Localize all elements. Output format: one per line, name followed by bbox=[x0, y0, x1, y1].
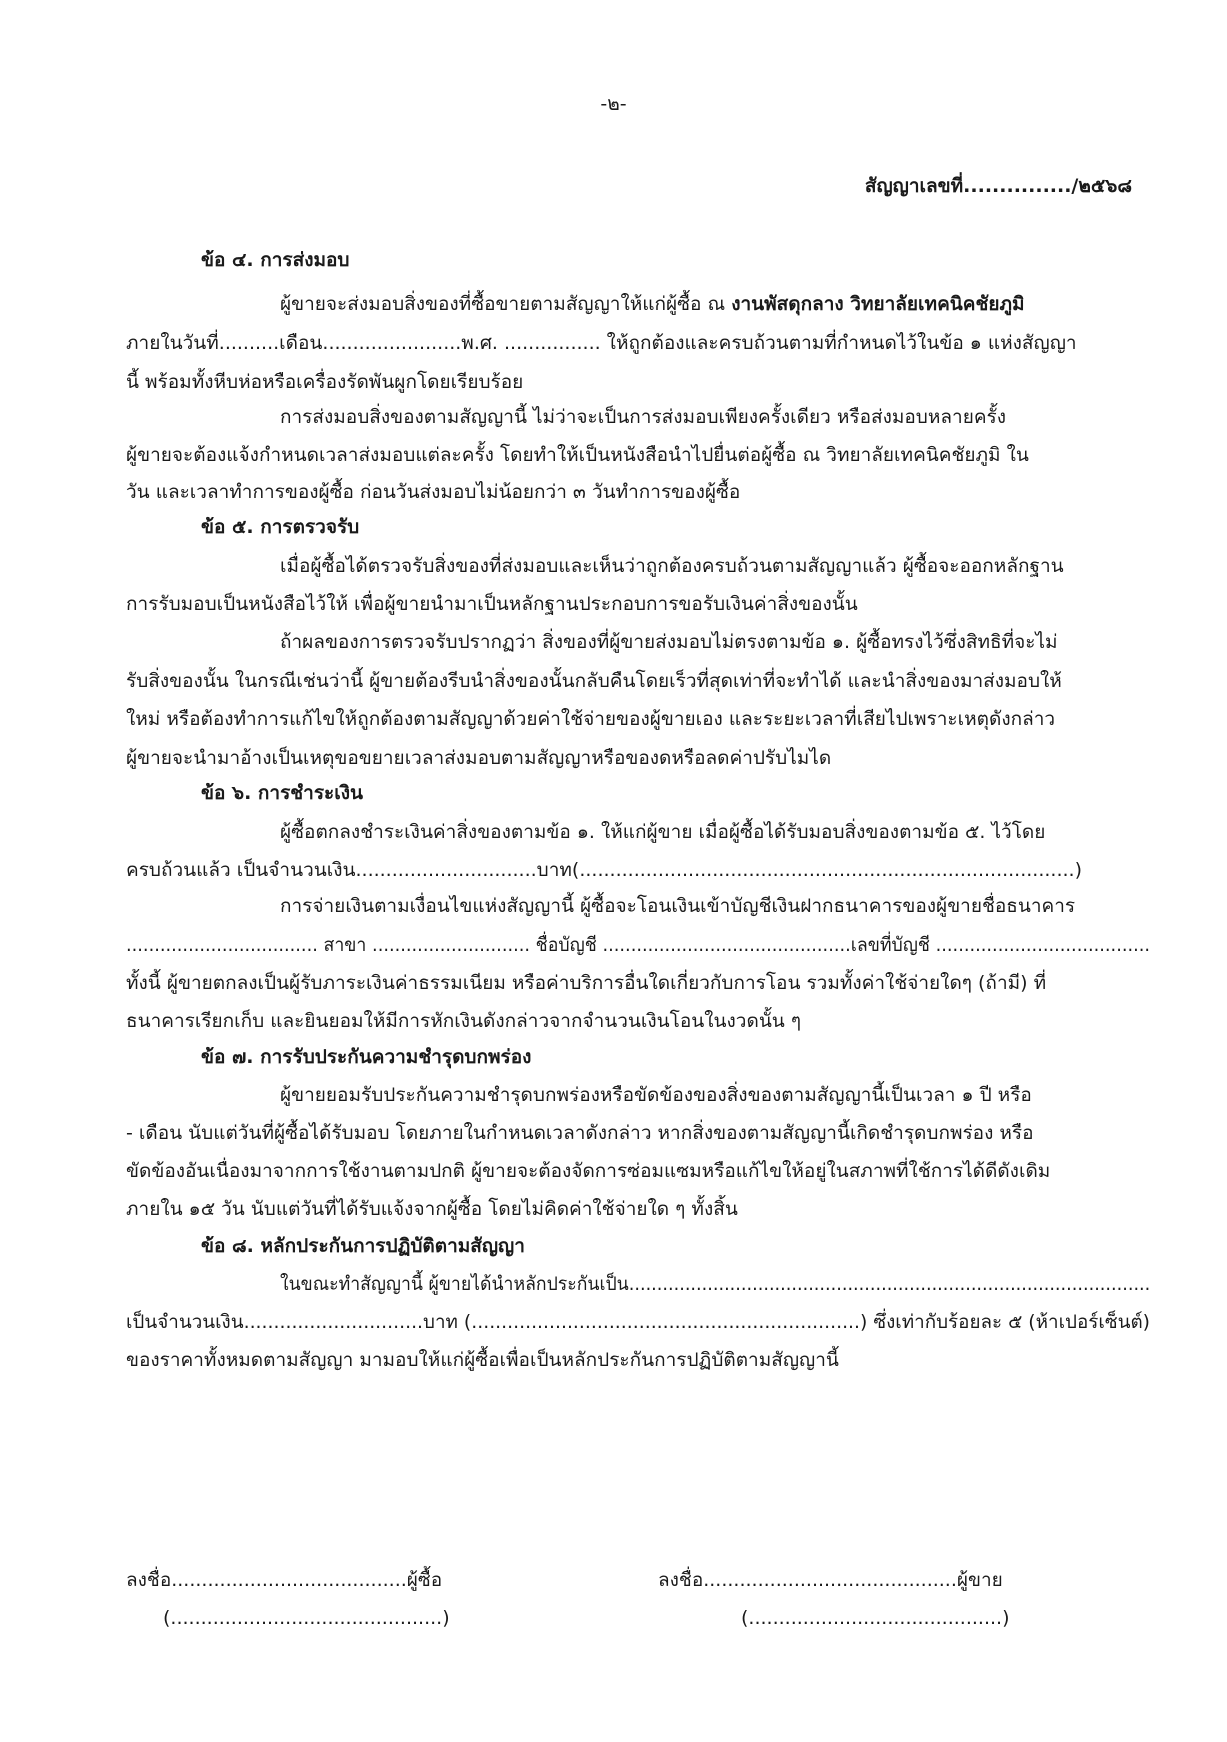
section6-paragraph-line: การจ่ายเงินตามเงื่อนไขแห่งสัญญานี้ ผู้ซื้อจะโอนเงินเข้าบัญชีเงินฝากธนาคารของผู้ขายชื่อธนาคาร bbox=[280, 895, 1076, 917]
section7-paragraph-line: ภายใน ๑๕ วัน นับแต่วันที่ได้รับแจ้งจากผู้ซื้อ โดยไม่คิดค่าใช้จ่ายใด ๆ ทั้งสิ้น bbox=[126, 1198, 738, 1220]
seller-signature-line: ลงชื่อ..........................................ผู้ขาย bbox=[658, 1569, 1003, 1591]
buyer-name-line: (.............................................) bbox=[163, 1607, 450, 1629]
section5-heading: ข้อ ๕. การตรวจรับ bbox=[201, 516, 360, 538]
section6-paragraph-line: ทั้งนี้ ผู้ขายตกลงเป็นผู้รับภาระเงินค่าธรรมเนียม หรือค่าบริการอื่นใดเกี่ยวกับการโอน รวมทั้งค่าใช้จ่ายใดๆ (ถ้ามี) ที่ bbox=[126, 972, 1047, 994]
section7-paragraph-line: ผู้ขายยอมรับประกันความชำรุดบกพร่องหรือขัดข้องของสิ่งของตามสัญญานี้เป็นเวลา ๑ ปี หรือ bbox=[280, 1084, 1032, 1106]
page-number: -๒- bbox=[600, 93, 627, 115]
section5-paragraph-line: ใหม่ หรือต้องทำการแก้ไขให้ถูกต้องตามสัญญาด้วยค่าใช้จ่ายของผู้ขายเอง และระยะเวลาที่เสียไปเพราะเหตุดังกล่าว bbox=[126, 708, 1056, 730]
section7-paragraph-line: ขัดข้องอันเนื่องมาจากการใช้งานตามปกติ ผู้ขายจะต้องจัดการซ่อมแซมหรือแก้ไขให้อยู่ในสภาพที่ใช้การได้ดีดังเดิม bbox=[126, 1160, 1051, 1182]
section8-paragraph-line: เป็นจำนวนเงิน..............................บาท (.................................................................) ซึ่งเท่ากับร้อยละ ๕ (ห้าเปอร์เซ็นต์) bbox=[126, 1311, 1151, 1333]
buyer-signature-line: ลงชื่อ.......................................ผู้ซื้อ bbox=[126, 1569, 443, 1591]
section8-paragraph-line: ในขณะทำสัญญานี้ ผู้ขายได้นำหลักประกันเป็น............................................................................................. bbox=[280, 1273, 1151, 1295]
section6-paragraph-line: ครบถ้วนแล้ว เป็นจำนวนเงิน..............................บาท(..................................................................................) bbox=[126, 859, 1082, 881]
section5-paragraph-line: การรับมอบเป็นหนังสือไว้ให้ เพื่อผู้ขายนำมาเป็นหลักฐานประกอบการขอรับเงินค่าสิ่งของนั้น bbox=[126, 593, 858, 615]
section4-paragraph-line: การส่งมอบสิ่งของตามสัญญานี้ ไม่ว่าจะเป็นการส่งมอบเพียงครั้งเดียว หรือส่งมอบหลายครั้ง bbox=[280, 406, 1007, 428]
section4-paragraph-line: ภายในวันที่..........เดือน.......................พ.ศ. ................ ให้ถูกต้องและครบถ้วนตามที่กำหนดไว้ในข้อ ๑ แห่งสัญญา bbox=[126, 332, 1077, 354]
section8-paragraph-line: ของราคาทั้งหมดตามสัญญา มามอบให้แก่ผู้ซื้อเพื่อเป็นหลักประกันการปฏิบัติตามสัญญานี้ bbox=[126, 1349, 839, 1371]
delivery-location: งานพัสดุกลาง วิทยาลัยเทคนิคชัยภูมิ bbox=[731, 293, 1025, 315]
section7-paragraph-line: - เดือน นับแต่วันที่ผู้ซื้อได้รับมอบ โดยภายในกำหนดเวลาดังกล่าว หากสิ่งของตามสัญญานี้เกิดชำรุดบกพร่อง หรือ bbox=[126, 1122, 1034, 1144]
section4-paragraph-line bbox=[280, 290, 1025, 318]
section5-paragraph-line: ถ้าผลของการตรวจรับปรากฏว่า สิ่งของที่ผู้ขายส่งมอบไม่ตรงตามข้อ ๑. ผู้ซื้อทรงไว้ซึ่งสิทธิที่จะไม่ bbox=[280, 631, 1058, 653]
section5-paragraph-line: รับสิ่งของนั้น ในกรณีเช่นว่านี้ ผู้ขายต้องรีบนำสิ่งของนั้นกลับคืนโดยเร็วที่สุดเท่าที่จะทำได้ และนำสิ่งของมาส่งมอบให้ bbox=[126, 670, 1062, 692]
section4-heading: ข้อ ๔. การส่งมอบ bbox=[201, 249, 350, 271]
section5-paragraph-line: เมื่อผู้ซื้อได้ตรวจรับสิ่งของที่ส่งมอบและเห็นว่าถูกต้องครบถ้วนตามสัญญาแล้ว ผู้ซื้อจะออกหลักฐาน bbox=[280, 555, 1064, 577]
section6-paragraph-line: ธนาคารเรียกเก็บ และยินยอมให้มีการหักเงินดังกล่าวจากจำนวนเงินโอนในงวดนั้น ๆ bbox=[126, 1010, 802, 1032]
section4-paragraph-line: ผู้ขายจะต้องแจ้งกำหนดเวลาส่งมอบแต่ละครั้ง โดยทำให้เป็นหนังสือนำไปยื่นต่อผู้ซื้อ ณ วิทยาลัยเทคนิคชัยภูมิ ใน bbox=[126, 444, 1029, 466]
section4-text: ผู้ขายจะส่งมอบสิ่งของที่ซื้อขายตามสัญญาให้แก่ผู้ซื้อ ณ bbox=[280, 293, 726, 315]
section8-heading: ข้อ ๘. หลักประกันการปฏิบัติตามสัญญา bbox=[201, 1235, 525, 1257]
section7-heading: ข้อ ๗. การรับประกันความชำรุดบกพร่อง bbox=[201, 1046, 532, 1068]
section6-heading: ข้อ ๖. การชำระเงิน bbox=[201, 782, 364, 804]
contract-number: สัญญาเลขที่.............../๒๕๖๘ bbox=[864, 175, 1132, 197]
section4-paragraph-line: นี้ พร้อมทั้งหีบห่อหรือเครื่องรัดพันผูกโดยเรียบร้อย bbox=[126, 371, 524, 393]
seller-name-line: (..........................................) bbox=[741, 1607, 1010, 1629]
section6-paragraph-line: ผู้ซื้อตกลงชำระเงินค่าสิ่งของตามข้อ ๑. ให้แก่ผู้ขาย เมื่อผู้ซื้อได้รับมอบสิ่งของตามข้อ ๕. ไว้โดย bbox=[280, 821, 1046, 843]
section6-paragraph-line: .................................. สาขา ............................ ชื่อบัญชี ............................................เลขที่บัญชี ...................................... bbox=[126, 934, 1151, 956]
section5-paragraph-line: ผู้ขายจะนำมาอ้างเป็นเหตุขอขยายเวลาส่งมอบตามสัญญาหรือของดหรือลดค่าปรับไมได bbox=[126, 747, 832, 769]
section4-paragraph-line: วัน และเวลาทำการของผู้ซื้อ ก่อนวันส่งมอบไม่น้อยกว่า ๓ วันทำการของผู้ซื้อ bbox=[126, 481, 741, 503]
